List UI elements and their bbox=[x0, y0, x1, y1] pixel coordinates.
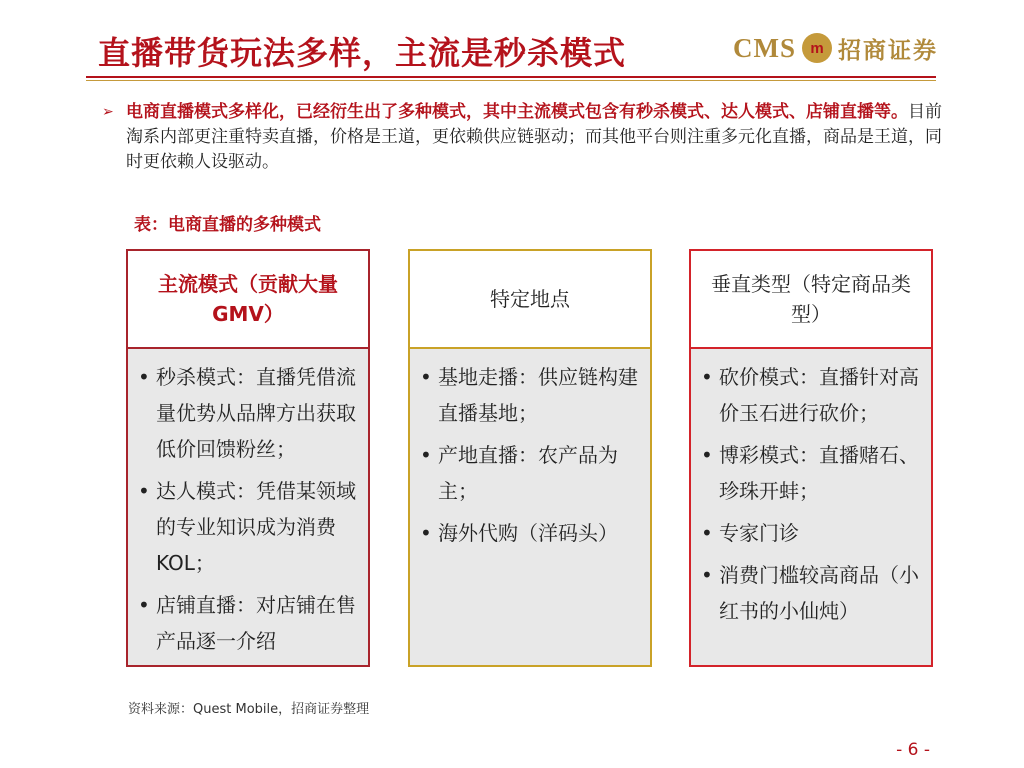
card-body bbox=[410, 349, 650, 665]
card-title: 主流模式（贡献大量GMV） bbox=[158, 272, 338, 326]
table-caption: 表：电商直播的多种模式 bbox=[134, 215, 321, 235]
header-divider-gold bbox=[86, 80, 936, 81]
list-item: • 专家门诊 bbox=[701, 515, 921, 551]
card-vertical bbox=[689, 249, 933, 667]
card-title: 垂直类型（特定商品类型） bbox=[711, 272, 911, 326]
page-number: - 6 - bbox=[896, 740, 930, 760]
intro-body: 目前淘系内部更注重特卖直播，价格是王道，更依赖供应链驱动；而其他平台则注重多元化直播，商品是王道，同时更依赖人设驱动。 bbox=[126, 102, 942, 172]
list-item: • 店铺直播：对店铺在售产品逐一介绍 bbox=[138, 587, 358, 659]
cms-logo bbox=[733, 30, 938, 66]
intro-highlight: 电商直播模式多样化，已经衍生出了多种模式，其中主流模式包含有秒杀模式、达人模式、店铺直播等。 bbox=[126, 102, 908, 122]
list-item: • 产地直播：农产品为主； bbox=[420, 437, 640, 509]
card-body bbox=[128, 349, 368, 665]
card-mainstream bbox=[126, 249, 370, 667]
logo-brand-text: 招商证券 bbox=[838, 37, 938, 63]
list-item: • 秒杀模式：直播凭借流量优势从品牌方出获取低价回馈粉丝； bbox=[138, 359, 358, 467]
intro-paragraph bbox=[102, 100, 942, 175]
list-item: • 基地走播：供应链构建直播基地； bbox=[420, 359, 640, 431]
page-title: 直播带货玩法多样，主流是秒杀模式 bbox=[98, 34, 627, 72]
arrow-bullet-icon: ➢ bbox=[102, 104, 114, 120]
logo-cms-text: CMS bbox=[733, 32, 796, 63]
header-divider-red bbox=[86, 76, 936, 78]
card-location bbox=[408, 249, 652, 667]
source-note: 资料来源：Quest Mobile，招商证券整理 bbox=[128, 702, 370, 717]
list-item: • 达人模式：凭借某领域的专业知识成为消费KOL； bbox=[138, 473, 358, 581]
list-item: • 消费门槛较高商品（小红书的小仙炖） bbox=[701, 557, 921, 629]
card-title: 特定地点 bbox=[490, 287, 570, 311]
list-item: • 海外代购（洋码头） bbox=[420, 515, 640, 551]
card-body bbox=[691, 349, 931, 665]
list-item: • 博彩模式：直播赌石、珍珠开蚌； bbox=[701, 437, 921, 509]
logo-seal-icon: m bbox=[802, 33, 832, 63]
list-item: • 砍价模式：直播针对高价玉石进行砍价； bbox=[701, 359, 921, 431]
